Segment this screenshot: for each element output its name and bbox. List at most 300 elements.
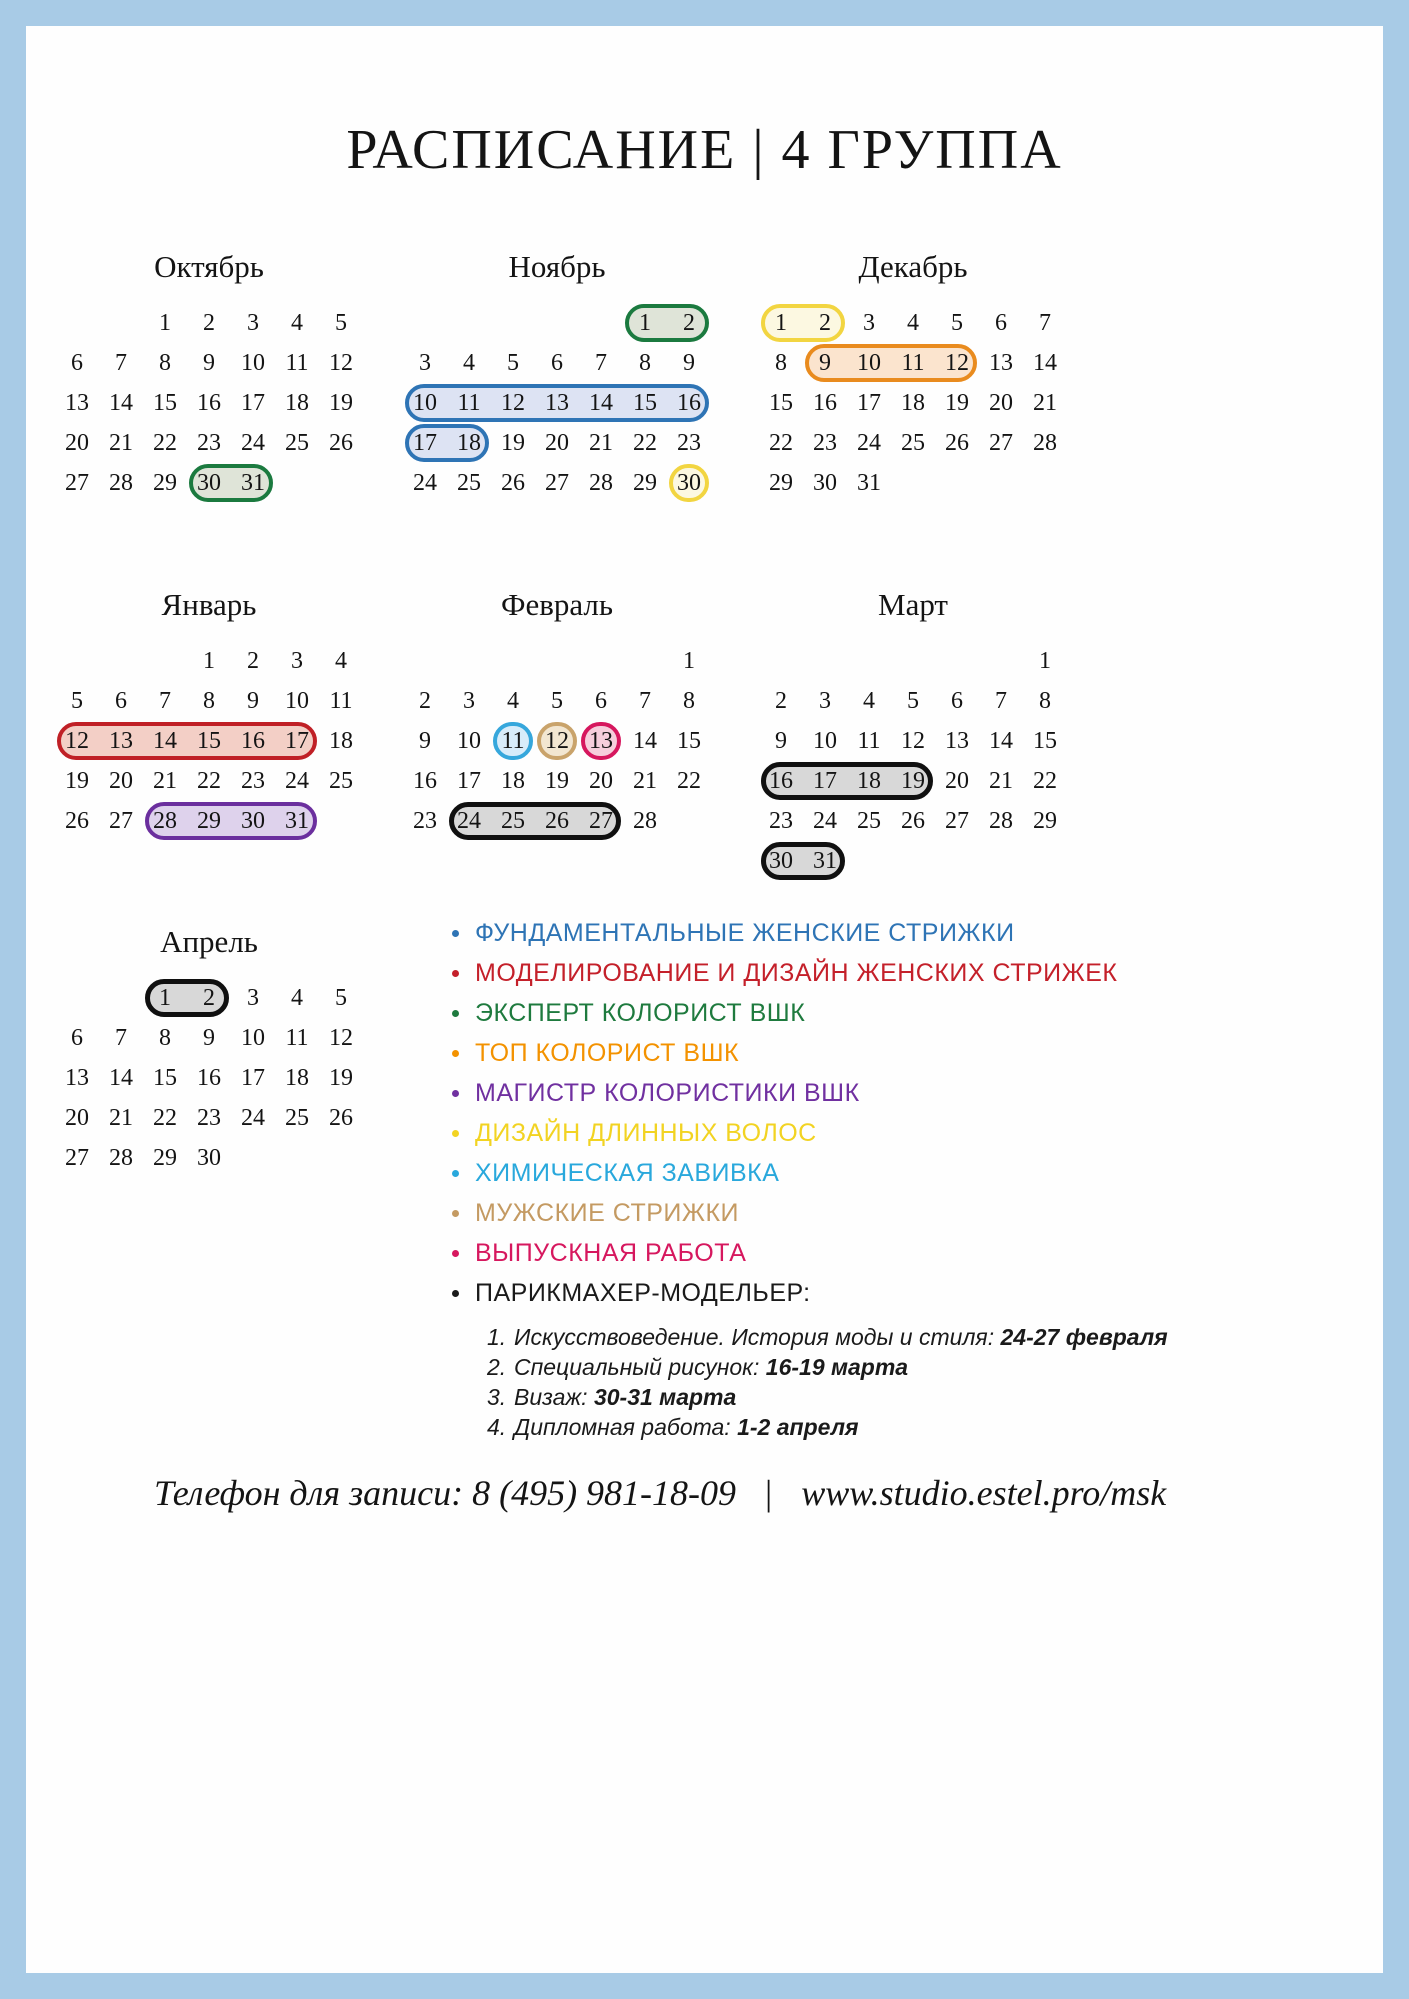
program-item-date: 1-2 апреля (737, 1414, 859, 1440)
program-item-text: Дипломная работа: (514, 1414, 738, 1440)
legend-bullet (452, 1210, 459, 1217)
day-cell: 13 (589, 728, 613, 754)
day-cell: 3 (247, 985, 259, 1011)
day-cell: 4 (507, 688, 519, 714)
day-cell: 14 (109, 390, 133, 416)
day-cell: 16 (813, 390, 837, 416)
empty-cell (579, 641, 623, 681)
day-cell: 15 (769, 390, 793, 416)
week-days (403, 383, 711, 423)
month-title: Апрель (160, 924, 258, 959)
day-cell: 13 (545, 390, 569, 416)
week-days (759, 641, 1067, 681)
day-cell: 10 (457, 728, 481, 754)
empty-cell (803, 641, 847, 681)
day-cell: 6 (551, 350, 563, 376)
day-cell: 28 (989, 808, 1013, 834)
month-march (759, 586, 1067, 881)
empty-cell (55, 978, 99, 1018)
week-days (55, 343, 363, 383)
program-item-date: 30-31 марта (593, 1384, 737, 1410)
week-days (759, 303, 1067, 343)
empty-cell (55, 641, 99, 681)
week-days (55, 641, 363, 681)
day-cell: 20 (545, 430, 569, 456)
calendar-week-row (403, 343, 711, 383)
day-cell: 23 (813, 430, 837, 456)
empty-cell (99, 303, 143, 343)
calendar-week-row (403, 423, 711, 463)
day-cell: 8 (159, 1025, 171, 1051)
day-cell: 6 (951, 688, 963, 714)
day-cell: 4 (291, 310, 303, 336)
day-cell: 5 (71, 688, 83, 714)
calendar-week-row (403, 761, 711, 801)
day-cell: 22 (197, 768, 221, 794)
program-item-date: 24-27 февраля (1000, 1324, 1168, 1350)
day-cell: 23 (769, 808, 793, 834)
week-days (55, 978, 363, 1018)
empty-cell (99, 978, 143, 1018)
day-cell: 6 (71, 1025, 83, 1051)
footer-contact-line (154, 1472, 1166, 1514)
day-cell: 30 (197, 1145, 221, 1171)
website-url: www.studio.estel.pro/msk (801, 1473, 1167, 1513)
day-cell: 5 (335, 310, 347, 336)
empty-cell (979, 463, 1023, 503)
empty-cell (275, 1138, 319, 1178)
hairdresser-program-list (487, 1322, 1168, 1442)
empty-cell (891, 641, 935, 681)
day-cell: 16 (413, 768, 437, 794)
day-cell: 25 (285, 430, 309, 456)
calendar-week-row (759, 801, 1067, 841)
day-cell: 25 (857, 808, 881, 834)
day-cell: 9 (775, 728, 787, 754)
legend-bullet (452, 930, 459, 937)
day-cell: 30 (677, 470, 701, 496)
day-cell: 19 (945, 390, 969, 416)
day-cell: 19 (329, 1065, 353, 1091)
legend-bullet (452, 1010, 459, 1017)
day-cell: 14 (1033, 350, 1057, 376)
day-cell: 31 (285, 808, 309, 834)
calendar-week-row (55, 383, 363, 423)
calendar-week-row (759, 641, 1067, 681)
calendar-week-row (55, 1058, 363, 1098)
day-cell: 15 (633, 390, 657, 416)
day-cell: 21 (109, 430, 133, 456)
day-cell: 12 (65, 728, 89, 754)
day-cell: 12 (329, 1025, 353, 1051)
week-days (759, 761, 1067, 801)
day-cell: 14 (589, 390, 613, 416)
day-cell: 12 (329, 350, 353, 376)
month-december (759, 248, 1067, 503)
day-cell: 22 (153, 430, 177, 456)
month-title: Ноябрь (508, 249, 606, 284)
empty-cell (847, 841, 891, 881)
calendar-week-row (55, 1018, 363, 1058)
empty-cell (491, 641, 535, 681)
empty-cell (319, 1138, 363, 1178)
day-cell: 12 (545, 728, 569, 754)
day-cell: 8 (203, 688, 215, 714)
day-cell: 25 (901, 430, 925, 456)
week-days (55, 1058, 363, 1098)
empty-cell (447, 303, 491, 343)
calendar-week-row (403, 801, 711, 841)
program-item (487, 1382, 1168, 1412)
day-cell: 22 (769, 430, 793, 456)
month-november (403, 248, 711, 503)
empty-cell (935, 641, 979, 681)
month-title: Февраль (500, 587, 614, 622)
day-cell: 23 (241, 768, 265, 794)
week-days (759, 383, 1067, 423)
day-cell: 9 (683, 350, 695, 376)
day-cell: 30 (813, 470, 837, 496)
day-cell: 18 (285, 1065, 309, 1091)
day-cell: 3 (819, 688, 831, 714)
week-days (55, 383, 363, 423)
month-february (403, 586, 711, 841)
empty-cell (319, 463, 363, 503)
week-days (403, 761, 711, 801)
day-cell: 5 (951, 310, 963, 336)
day-cell: 15 (153, 390, 177, 416)
week-days (759, 841, 1067, 881)
day-cell: 28 (1033, 430, 1057, 456)
day-cell: 11 (857, 728, 881, 754)
week-days (759, 681, 1067, 721)
day-cell: 8 (639, 350, 651, 376)
day-cell: 12 (501, 390, 525, 416)
legend-label: ЭКСПЕРТ КОЛОРИСТ ВШК (475, 998, 806, 1027)
calendar-week-row (403, 721, 711, 761)
week-days (759, 721, 1067, 761)
empty-cell (319, 801, 363, 841)
legend-item-yellow (452, 1113, 1117, 1153)
day-cell: 22 (677, 768, 701, 794)
day-cell: 9 (203, 1025, 215, 1051)
program-item-text: Искусствоведение. История моды и стиля: (514, 1324, 1001, 1350)
day-cell: 18 (285, 390, 309, 416)
legend-label: МОДЕЛИРОВАНИЕ И ДИЗАЙН ЖЕНСКИХ СТРИЖЕК (475, 958, 1118, 987)
week-days (55, 423, 363, 463)
day-cell: 16 (677, 390, 701, 416)
week-days (403, 463, 711, 503)
day-cell: 13 (65, 1065, 89, 1091)
day-cell: 21 (153, 768, 177, 794)
day-cell: 25 (285, 1105, 309, 1131)
day-cell: 24 (241, 1105, 265, 1131)
day-cell: 16 (241, 728, 265, 754)
day-cell: 28 (109, 470, 133, 496)
day-cell: 6 (115, 688, 127, 714)
empty-cell (55, 303, 99, 343)
day-cell: 27 (545, 470, 569, 496)
legend-label: ХИМИЧЕСКАЯ ЗАВИВКА (475, 1158, 780, 1187)
day-cell: 7 (639, 688, 651, 714)
legend-item-orange (452, 1033, 1117, 1073)
day-cell: 3 (463, 688, 475, 714)
calendar-week-row (55, 1138, 363, 1178)
week-days (403, 343, 711, 383)
empty-cell (891, 841, 935, 881)
day-cell: 7 (1039, 310, 1051, 336)
legend-bullet (452, 1170, 459, 1177)
month-january (55, 586, 363, 841)
day-cell: 28 (589, 470, 613, 496)
day-cell: 28 (633, 808, 657, 834)
day-cell: 9 (819, 350, 831, 376)
day-cell: 5 (335, 985, 347, 1011)
calendar-week-row (55, 303, 363, 343)
day-cell: 7 (995, 688, 1007, 714)
day-cell: 6 (71, 350, 83, 376)
day-cell: 1 (683, 648, 695, 674)
day-cell: 14 (989, 728, 1013, 754)
day-cell: 8 (683, 688, 695, 714)
legend-label: ВЫПУСКНАЯ РАБОТА (475, 1238, 747, 1267)
day-cell: 8 (1039, 688, 1051, 714)
day-cell: 22 (633, 430, 657, 456)
calendar-week-row (403, 681, 711, 721)
day-cell: 13 (945, 728, 969, 754)
program-item (487, 1322, 1168, 1352)
day-cell: 19 (545, 768, 569, 794)
legend-item-black (452, 1273, 1117, 1313)
day-cell: 1 (775, 310, 787, 336)
legend-label: ПАРИКМАХЕР-МОДЕЛЬЕР: (475, 1278, 811, 1307)
day-cell: 28 (153, 808, 177, 834)
day-cell: 17 (241, 1065, 265, 1091)
calendar-week-row (55, 343, 363, 383)
day-cell: 2 (683, 310, 695, 336)
day-cell: 2 (247, 648, 259, 674)
legend-item-tan (452, 1193, 1117, 1233)
day-cell: 27 (989, 430, 1013, 456)
calendar-week-row (759, 383, 1067, 423)
day-cell: 9 (419, 728, 431, 754)
program-item-text: Визаж: (514, 1384, 594, 1410)
day-cell: 11 (901, 350, 925, 376)
legend-item-green (452, 993, 1117, 1033)
day-cell: 1 (1039, 648, 1051, 674)
day-cell: 13 (65, 390, 89, 416)
week-days (55, 463, 363, 503)
week-days (759, 801, 1067, 841)
day-cell: 23 (677, 430, 701, 456)
calendar-week-row (759, 423, 1067, 463)
month-title: Октябрь (154, 249, 264, 284)
calendar-week-row (55, 641, 363, 681)
calendar-week-row (55, 801, 363, 841)
day-cell: 19 (65, 768, 89, 794)
empty-cell (491, 303, 535, 343)
day-cell: 18 (329, 728, 353, 754)
day-cell: 26 (901, 808, 925, 834)
day-cell: 24 (241, 430, 265, 456)
day-cell: 4 (291, 985, 303, 1011)
program-item-text: Специальный рисунок: (514, 1354, 766, 1380)
empty-cell (99, 641, 143, 681)
day-cell: 11 (501, 728, 525, 754)
calendar-week-row (759, 841, 1067, 881)
day-cell: 8 (159, 350, 171, 376)
day-cell: 12 (945, 350, 969, 376)
month-title: Март (878, 587, 948, 622)
day-cell: 10 (241, 350, 265, 376)
poster-title: РАСПИСАНИЕ | 4 ГРУППА (346, 119, 1063, 181)
day-cell: 31 (241, 470, 265, 496)
phone-label: Телефон для записи: (154, 1473, 464, 1513)
day-cell: 4 (335, 648, 347, 674)
calendar-week-row (759, 303, 1067, 343)
legend-item-purple (452, 1073, 1117, 1113)
empty-cell (667, 801, 711, 841)
day-cell: 16 (197, 390, 221, 416)
day-cell: 9 (203, 350, 215, 376)
day-cell: 1 (639, 310, 651, 336)
week-days (55, 1018, 363, 1058)
day-cell: 19 (901, 768, 925, 794)
day-cell: 17 (813, 768, 837, 794)
day-cell: 3 (419, 350, 431, 376)
day-cell: 3 (863, 310, 875, 336)
calendar-week-row (403, 463, 711, 503)
day-cell: 21 (1033, 390, 1057, 416)
day-cell: 15 (677, 728, 701, 754)
day-cell: 22 (1033, 768, 1057, 794)
day-cell: 11 (285, 1025, 309, 1051)
day-cell: 7 (159, 688, 171, 714)
day-cell: 13 (109, 728, 133, 754)
day-cell: 30 (197, 470, 221, 496)
week-days (55, 761, 363, 801)
day-cell: 27 (945, 808, 969, 834)
legend-item-red (452, 953, 1117, 993)
legend-label: ТОП КОЛОРИСТ ВШК (475, 1038, 740, 1067)
day-cell: 1 (159, 985, 171, 1011)
empty-cell (535, 303, 579, 343)
day-cell: 29 (153, 470, 177, 496)
day-cell: 7 (115, 1025, 127, 1051)
day-cell: 27 (589, 808, 613, 834)
calendar-week-row (55, 681, 363, 721)
day-cell: 2 (819, 310, 831, 336)
calendar-week-row (403, 303, 711, 343)
week-days (55, 303, 363, 343)
calendar-week-row (759, 343, 1067, 383)
month-title: Январь (161, 587, 257, 622)
week-days (403, 801, 711, 841)
day-cell: 4 (463, 350, 475, 376)
day-cell: 29 (197, 808, 221, 834)
day-cell: 24 (457, 808, 481, 834)
legend-bullet (452, 1290, 459, 1297)
day-cell: 31 (813, 848, 837, 874)
day-cell: 2 (775, 688, 787, 714)
day-cell: 26 (329, 430, 353, 456)
week-days (403, 681, 711, 721)
empty-cell (403, 641, 447, 681)
legend-label: МАГИСТР КОЛОРИСТИКИ ВШК (475, 1078, 860, 1107)
day-cell: 1 (203, 648, 215, 674)
program-item-number: 3. (487, 1384, 507, 1410)
day-cell: 13 (989, 350, 1013, 376)
program-item-number: 4. (487, 1414, 507, 1440)
day-cell: 3 (291, 648, 303, 674)
day-cell: 8 (775, 350, 787, 376)
week-days (403, 303, 711, 343)
day-cell: 23 (197, 1105, 221, 1131)
day-cell: 18 (901, 390, 925, 416)
day-cell: 22 (153, 1105, 177, 1131)
calendar-week-row (55, 761, 363, 801)
month-october (55, 248, 363, 503)
empty-cell (1023, 841, 1067, 881)
empty-cell (623, 641, 667, 681)
calendar-week-row (403, 641, 711, 681)
day-cell: 20 (989, 390, 1013, 416)
day-cell: 6 (995, 310, 1007, 336)
day-cell: 5 (551, 688, 563, 714)
day-cell: 24 (857, 430, 881, 456)
day-cell: 21 (633, 768, 657, 794)
day-cell: 4 (907, 310, 919, 336)
empty-cell (759, 641, 803, 681)
calendar-week-row (759, 681, 1067, 721)
day-cell: 26 (329, 1105, 353, 1131)
day-cell: 25 (501, 808, 525, 834)
month-title: Декабрь (858, 249, 968, 284)
week-days (55, 681, 363, 721)
day-cell: 26 (65, 808, 89, 834)
day-cell: 16 (769, 768, 793, 794)
day-cell: 11 (285, 350, 309, 376)
day-cell: 10 (813, 728, 837, 754)
day-cell: 26 (545, 808, 569, 834)
day-cell: 16 (197, 1065, 221, 1091)
day-cell: 29 (633, 470, 657, 496)
day-cell: 12 (901, 728, 925, 754)
day-cell: 14 (109, 1065, 133, 1091)
day-cell: 21 (109, 1105, 133, 1131)
legend-bullet (452, 1130, 459, 1137)
day-cell: 17 (413, 430, 437, 456)
calendar-week-row (55, 1098, 363, 1138)
day-cell: 24 (413, 470, 437, 496)
program-item (487, 1412, 1168, 1442)
day-cell: 26 (501, 470, 525, 496)
day-cell: 27 (65, 470, 89, 496)
phone-number: 8 (495) 981-18-09 (472, 1473, 737, 1513)
legend-bullet (452, 1090, 459, 1097)
legend-label: ДИЗАЙН ДЛИННЫХ ВОЛОС (475, 1118, 817, 1147)
day-cell: 29 (1033, 808, 1057, 834)
legend-label: МУЖСКИЕ СТРИЖКИ (475, 1198, 739, 1227)
legend-bullet (452, 1050, 459, 1057)
day-cell: 10 (857, 350, 881, 376)
day-cell: 10 (413, 390, 437, 416)
calendar-week-row (55, 463, 363, 503)
day-cell: 29 (769, 470, 793, 496)
day-cell: 24 (813, 808, 837, 834)
day-cell: 3 (247, 310, 259, 336)
calendar-week-row (55, 423, 363, 463)
